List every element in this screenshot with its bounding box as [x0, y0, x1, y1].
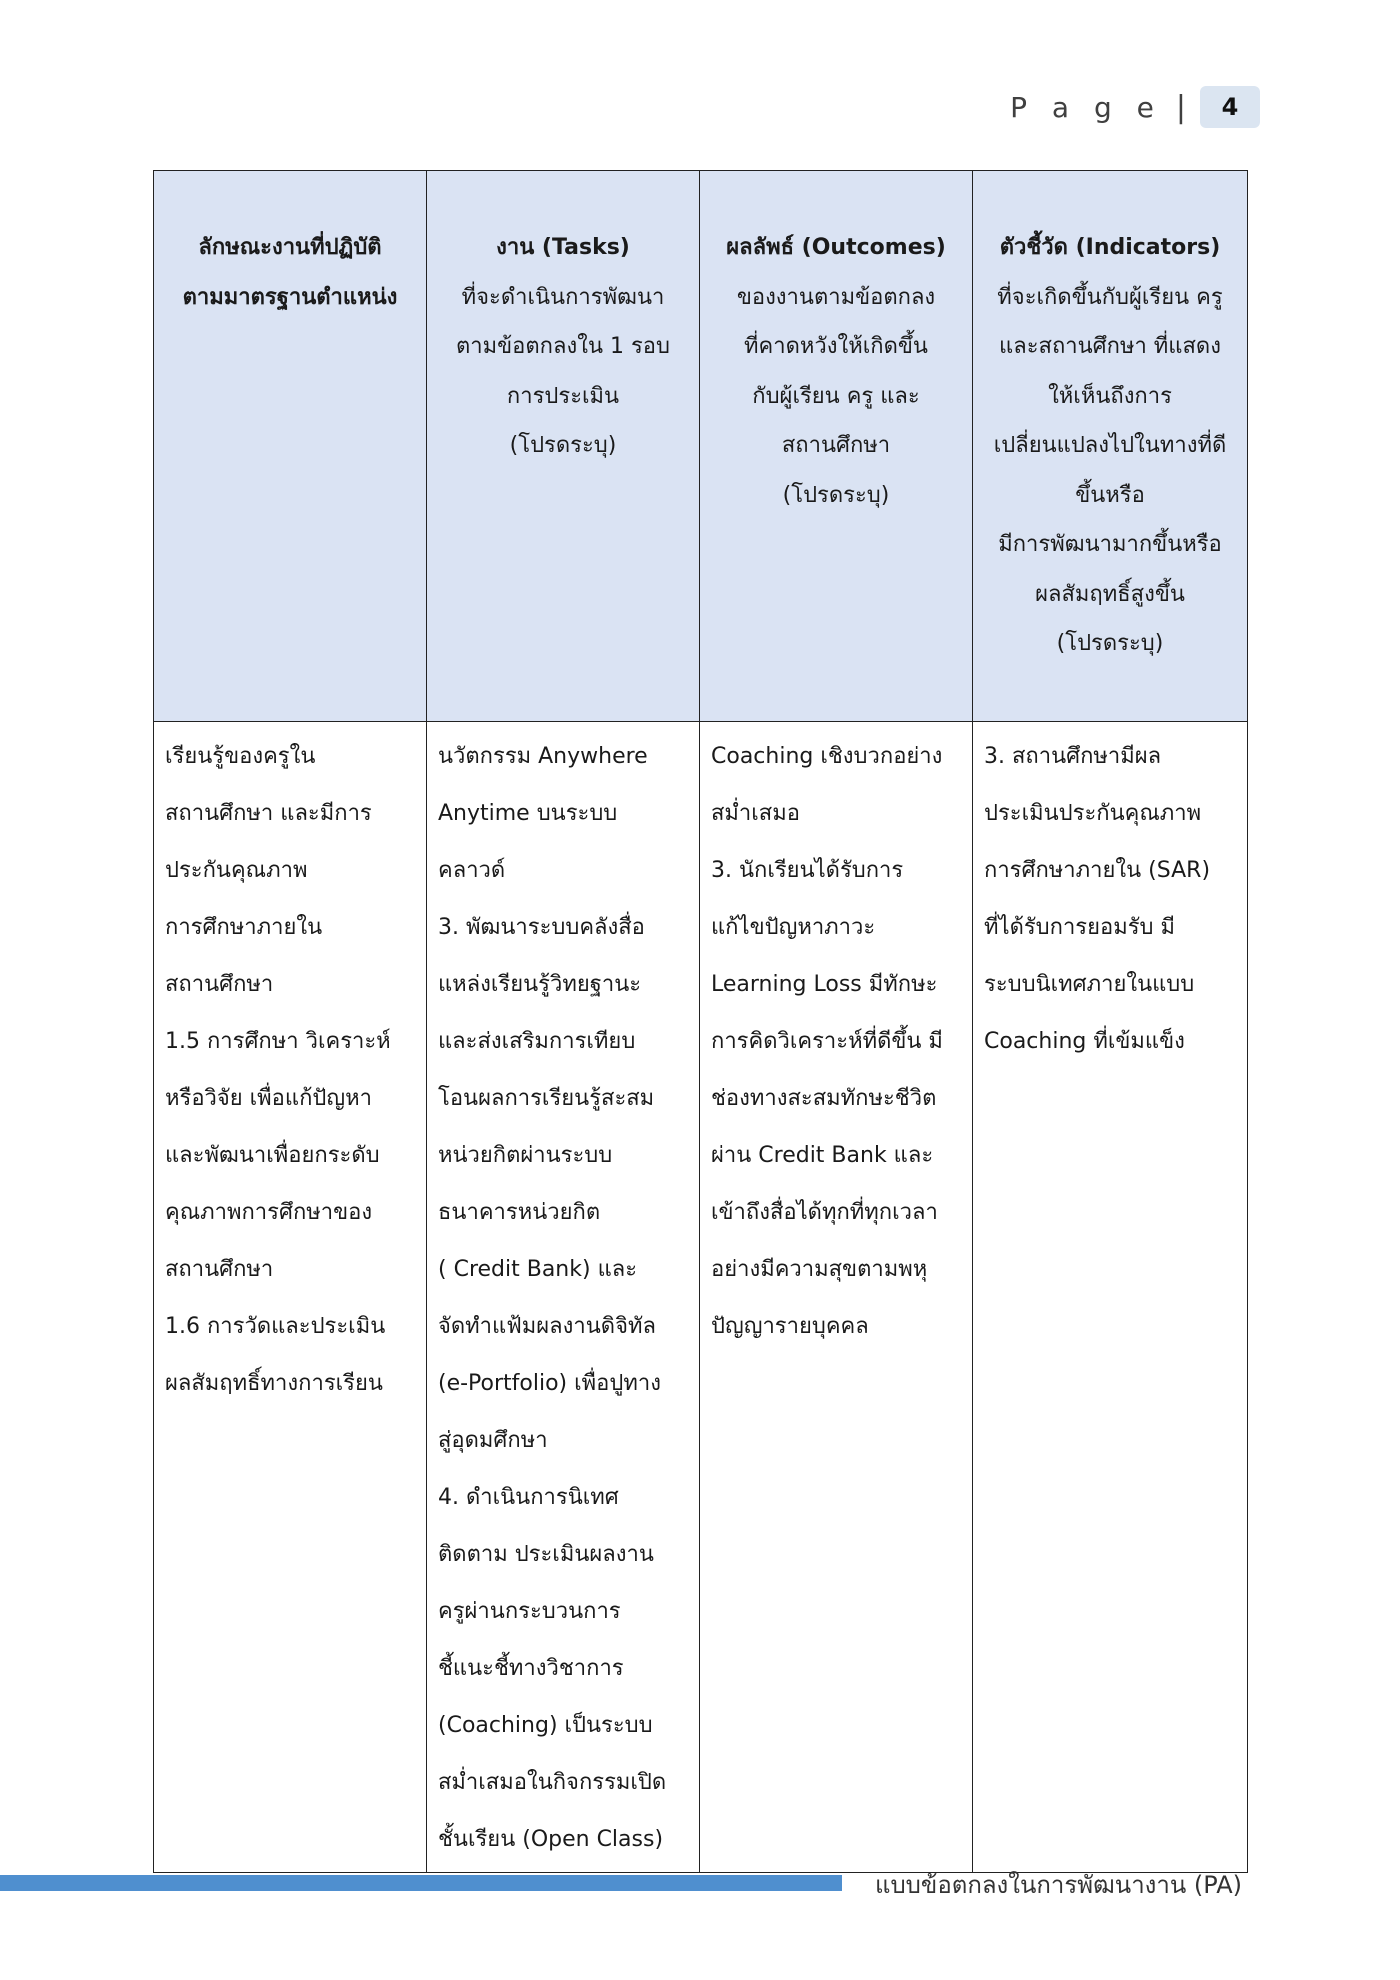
header-subtitle-line: การประเมิน — [506, 383, 620, 409]
cell-text-line: ประกันคุณภาพ — [165, 858, 308, 883]
header-subtitle-line: (โปรดระบุ) — [509, 433, 617, 458]
cell-text-line: นวัตกรรม Anywhere — [438, 744, 648, 769]
cell-text-line: ธนาคารหน่วยกิต — [438, 1200, 601, 1225]
header-subtitle-line: ผลสัมฤทธิ์สูงขึ้น — [1035, 581, 1185, 607]
header-subtitle-line: ที่จะเกิดขึ้นกับผู้เรียน ครู — [997, 284, 1223, 310]
header-title: งาน (Tasks) — [496, 235, 630, 260]
cell-text-line: 3. สถานศึกษามีผล — [984, 744, 1162, 769]
cell-text-line: หรือวิจัย เพื่อแก้ปัญหา — [165, 1086, 372, 1111]
cell-text-line: การคิดวิเคราะห์ที่ดีขึ้น มี — [711, 1029, 943, 1054]
cell-text-line: ผลสัมฤทธิ์ทางการเรียน — [165, 1371, 383, 1396]
header-subtitle-line: สถานศึกษา — [781, 433, 891, 458]
cell-text-line: ที่ได้รับการยอมรับ มี — [984, 915, 1176, 940]
header-cell-indicators — [973, 171, 1248, 722]
footer-accent-bar — [0, 1875, 842, 1891]
cell-text-line: การศึกษาภายใน — [165, 915, 323, 940]
cell-text-line: หน่วยกิตผ่านระบบ — [438, 1143, 613, 1168]
cell-text-line: ประเมินประกันคุณภาพ — [984, 801, 1202, 826]
cell-text-line: อย่างมีความสุขตามพหุ — [711, 1257, 928, 1282]
header-cell-work-characteristics — [154, 171, 427, 722]
cell-text-line: เรียนรู้ของครูใน — [165, 744, 316, 769]
page-separator: | — [1175, 89, 1186, 125]
header-subtitle-line: เปลี่ยนแปลงไปในทางที่ดี — [993, 433, 1227, 458]
cell-outcomes — [700, 722, 973, 1873]
cell-text-line: สถานศึกษา — [165, 972, 274, 997]
cell-text-line: ชั้นเรียน (Open Class) — [438, 1827, 664, 1852]
cell-text-line: จัดทำแฟ้มผลงานดิจิทัล — [438, 1314, 656, 1339]
cell-tasks — [427, 722, 700, 1873]
table-row — [154, 722, 1248, 1873]
cell-text-line: ( Credit Bank) และ — [438, 1257, 638, 1282]
cell-text-line: ครูผ่านกระบวนการ — [438, 1599, 621, 1624]
header-title: ผลลัพธ์ (Outcomes) — [726, 235, 946, 260]
header-subtitle-line: ที่จะดำเนินการพัฒนา — [461, 284, 665, 310]
header-cell-tasks — [427, 171, 700, 722]
header-subtitle-line: (โปรดระบุ) — [782, 482, 890, 508]
cell-text-line: เข้าถึงสื่อได้ทุกที่ทุกเวลา — [711, 1200, 938, 1225]
cell-text-line: สถานศึกษา และมีการ — [165, 801, 372, 826]
cell-text-line: Anytime บนระบบ — [438, 801, 618, 826]
header-title: ลักษณะงานที่ปฏิบัติ — [198, 235, 382, 260]
cell-text-line: แหล่งเรียนรู้วิทยฐานะ — [438, 972, 642, 997]
header-title: ตามมาตรฐานตำแหน่ง — [182, 284, 398, 310]
page-header — [1010, 86, 1260, 128]
cell-text-line: 1.5 การศึกษา วิเคราะห์ — [165, 1029, 391, 1054]
cell-text-line: ปัญญารายบุคคล — [711, 1314, 869, 1339]
page-label: P a g e — [1010, 90, 1162, 124]
cell-text-line: โอนผลการเรียนรู้สะสม — [438, 1086, 655, 1111]
cell-text-line: 4. ดำเนินการนิเทศ — [438, 1485, 619, 1510]
table-header-row — [154, 171, 1248, 722]
header-subtitle-line: ของงานตามข้อตกลง — [736, 284, 936, 310]
cell-text-line: ติดตาม ประเมินผลงาน — [438, 1542, 654, 1567]
cell-text-line: (Coaching) เป็นระบบ — [438, 1713, 653, 1738]
cell-text-line: ผ่าน Credit Bank และ — [711, 1143, 934, 1168]
footer-title: แบบข้อตกลงในการพัฒนางาน (PA) — [874, 1871, 1242, 1899]
header-subtitle-line: และสถานศึกษา ที่แสดง — [999, 334, 1221, 359]
header-title: ตัวชี้วัด (Indicators) — [999, 235, 1221, 260]
cell-text-line: 1.6 การวัดและประเมิน — [165, 1314, 386, 1339]
cell-text-line: และส่งเสริมการเทียบ — [438, 1029, 636, 1054]
cell-text-line: 3. พัฒนาระบบคลังสื่อ — [438, 915, 645, 940]
cell-text-line: การศึกษาภายใน (SAR) — [984, 858, 1211, 883]
cell-text-line: สม่ำเสมอในกิจกรรมเปิด — [438, 1770, 667, 1795]
cell-text-line: สถานศึกษา — [165, 1257, 274, 1282]
cell-text-line: สู่อุดมศึกษา — [438, 1428, 548, 1453]
page-number-badge: 4 — [1200, 86, 1260, 128]
pa-agreement-table — [153, 170, 1248, 1873]
cell-text-line: และพัฒนาเพื่อยกระดับ — [165, 1143, 380, 1168]
cell-text-line: คุณภาพการศึกษาของ — [165, 1200, 373, 1225]
cell-text-line: ระบบนิเทศภายในแบบ — [984, 972, 1195, 997]
header-subtitle-line: (โปรดระบุ) — [1056, 631, 1164, 656]
header-subtitle-line: ให้เห็นถึงการ — [1048, 383, 1172, 409]
header-subtitle-line: มีการพัฒนามากขึ้นหรือ — [998, 532, 1222, 557]
cell-text-line: ช่องทางสะสมทักษะชีวิต — [711, 1086, 937, 1111]
cell-text-line: (e-Portfolio) เพื่อปูทาง — [438, 1371, 661, 1396]
cell-text-line: แก้ไขปัญหาภาวะ — [711, 915, 876, 940]
cell-text-line: ชี้แนะชี้ทางวิชาการ — [438, 1656, 624, 1681]
cell-text-line: Coaching เชิงบวกอย่าง — [711, 744, 943, 769]
cell-text-line: สม่ำเสมอ — [711, 801, 800, 826]
cell-work-characteristics — [154, 722, 427, 1873]
header-cell-outcomes — [700, 171, 973, 722]
cell-text-line: Learning Loss มีทักษะ — [711, 972, 938, 997]
header-subtitle-line: ขึ้นหรือ — [1075, 482, 1145, 508]
cell-indicators — [973, 722, 1248, 1873]
cell-text-line: Coaching ที่เข้มแข็ง — [984, 1029, 1185, 1054]
header-subtitle-line: ตามข้อตกลงใน 1 รอบ — [456, 334, 670, 359]
cell-text-line: คลาวด์ — [438, 858, 506, 883]
header-subtitle-line: กับผู้เรียน ครู และ — [752, 383, 920, 409]
header-subtitle-line: ที่คาดหวังให้เกิดขึ้น — [744, 334, 928, 359]
cell-text-line: 3. นักเรียนได้รับการ — [711, 858, 904, 883]
